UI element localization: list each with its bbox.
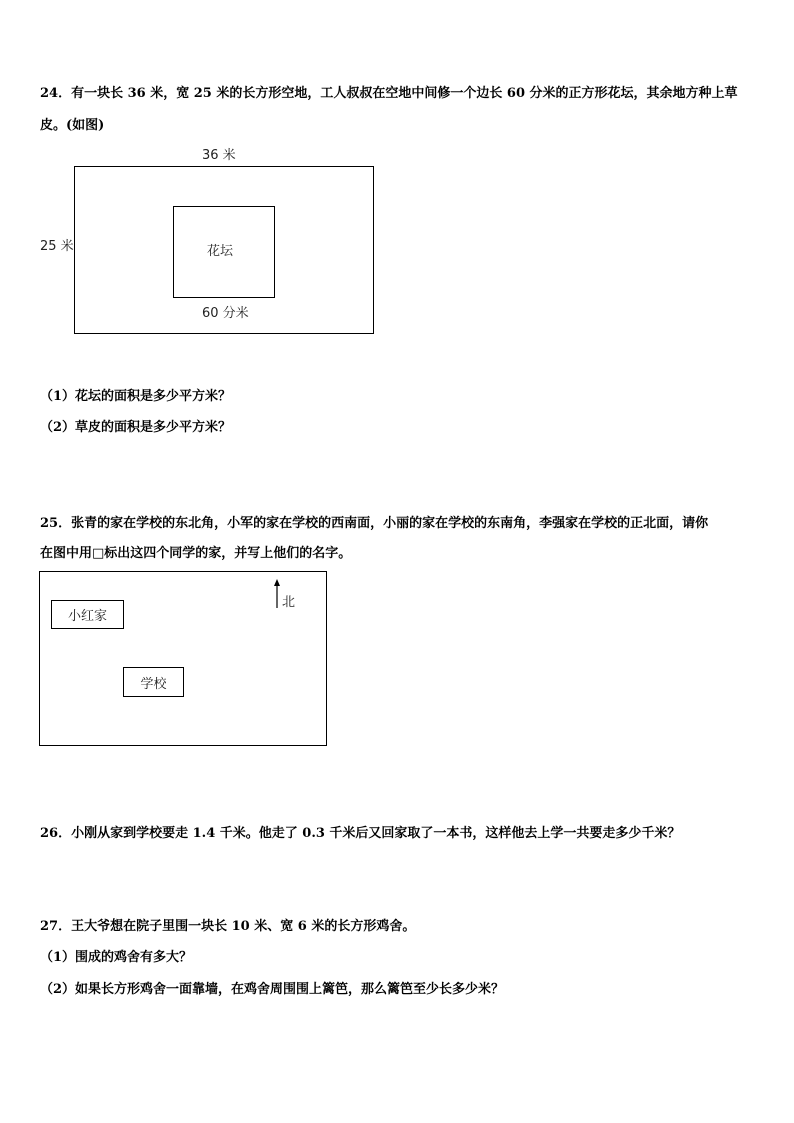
- north-arrow-icon: [270, 578, 282, 610]
- q25-school-label: 学校: [140, 676, 167, 692]
- q24-side-label: 60 分米: [202, 306, 249, 321]
- q25-xiaohong-home-label: 小红家: [67, 609, 107, 624]
- q27-sub2: （2）如果长方形鸡舍一面靠墙，在鸡舍周围围上篱笆，那么篱笆至少长多少米？: [40, 982, 505, 997]
- q24-width-label: 25 米: [40, 239, 74, 254]
- q25-xiaohong-home-box: [51, 600, 124, 629]
- q27-sub1: （1）围成的鸡舍有多大？: [40, 950, 193, 965]
- q24-text-line2: 皮。(如图): [40, 118, 105, 133]
- q25-school-box: [123, 667, 184, 697]
- q24-flowerbed-label: 花坛: [207, 244, 234, 259]
- q24-sub2: （2）草皮的面积是多少平方米？: [40, 420, 232, 435]
- q27-text-line1: 27．王大爷想在院子里围一块长 10 米、宽 6 米的长方形鸡舍。: [40, 919, 416, 934]
- q25-text-line2: 在图中用□标出这四个同学的家，并写上他们的名字。: [40, 546, 352, 561]
- q24-text-line1: 24．有一块长 36 米，宽 25 米的长方形空地，工人叔叔在空地中间修一个边长 60 分米的正方形花坛，其余地方种上草: [40, 86, 738, 101]
- q25-text-line1: 25．张青的家在学校的东北角，小军的家在学校的西南面，小丽的家在学校的东南角，李强家在学校的正北面，请你: [40, 516, 709, 531]
- q24-sub1: （1）花坛的面积是多少平方米？: [40, 389, 232, 404]
- q24-length-label: 36 米: [202, 148, 236, 163]
- q26-text-line1: 26．小刚从家到学校要走 1.4 千米。他走了 0.3 千米后又回家取了一本书，这样他去上学一共要走多少千米？: [40, 826, 681, 841]
- q25-north-label: 北: [282, 595, 296, 610]
